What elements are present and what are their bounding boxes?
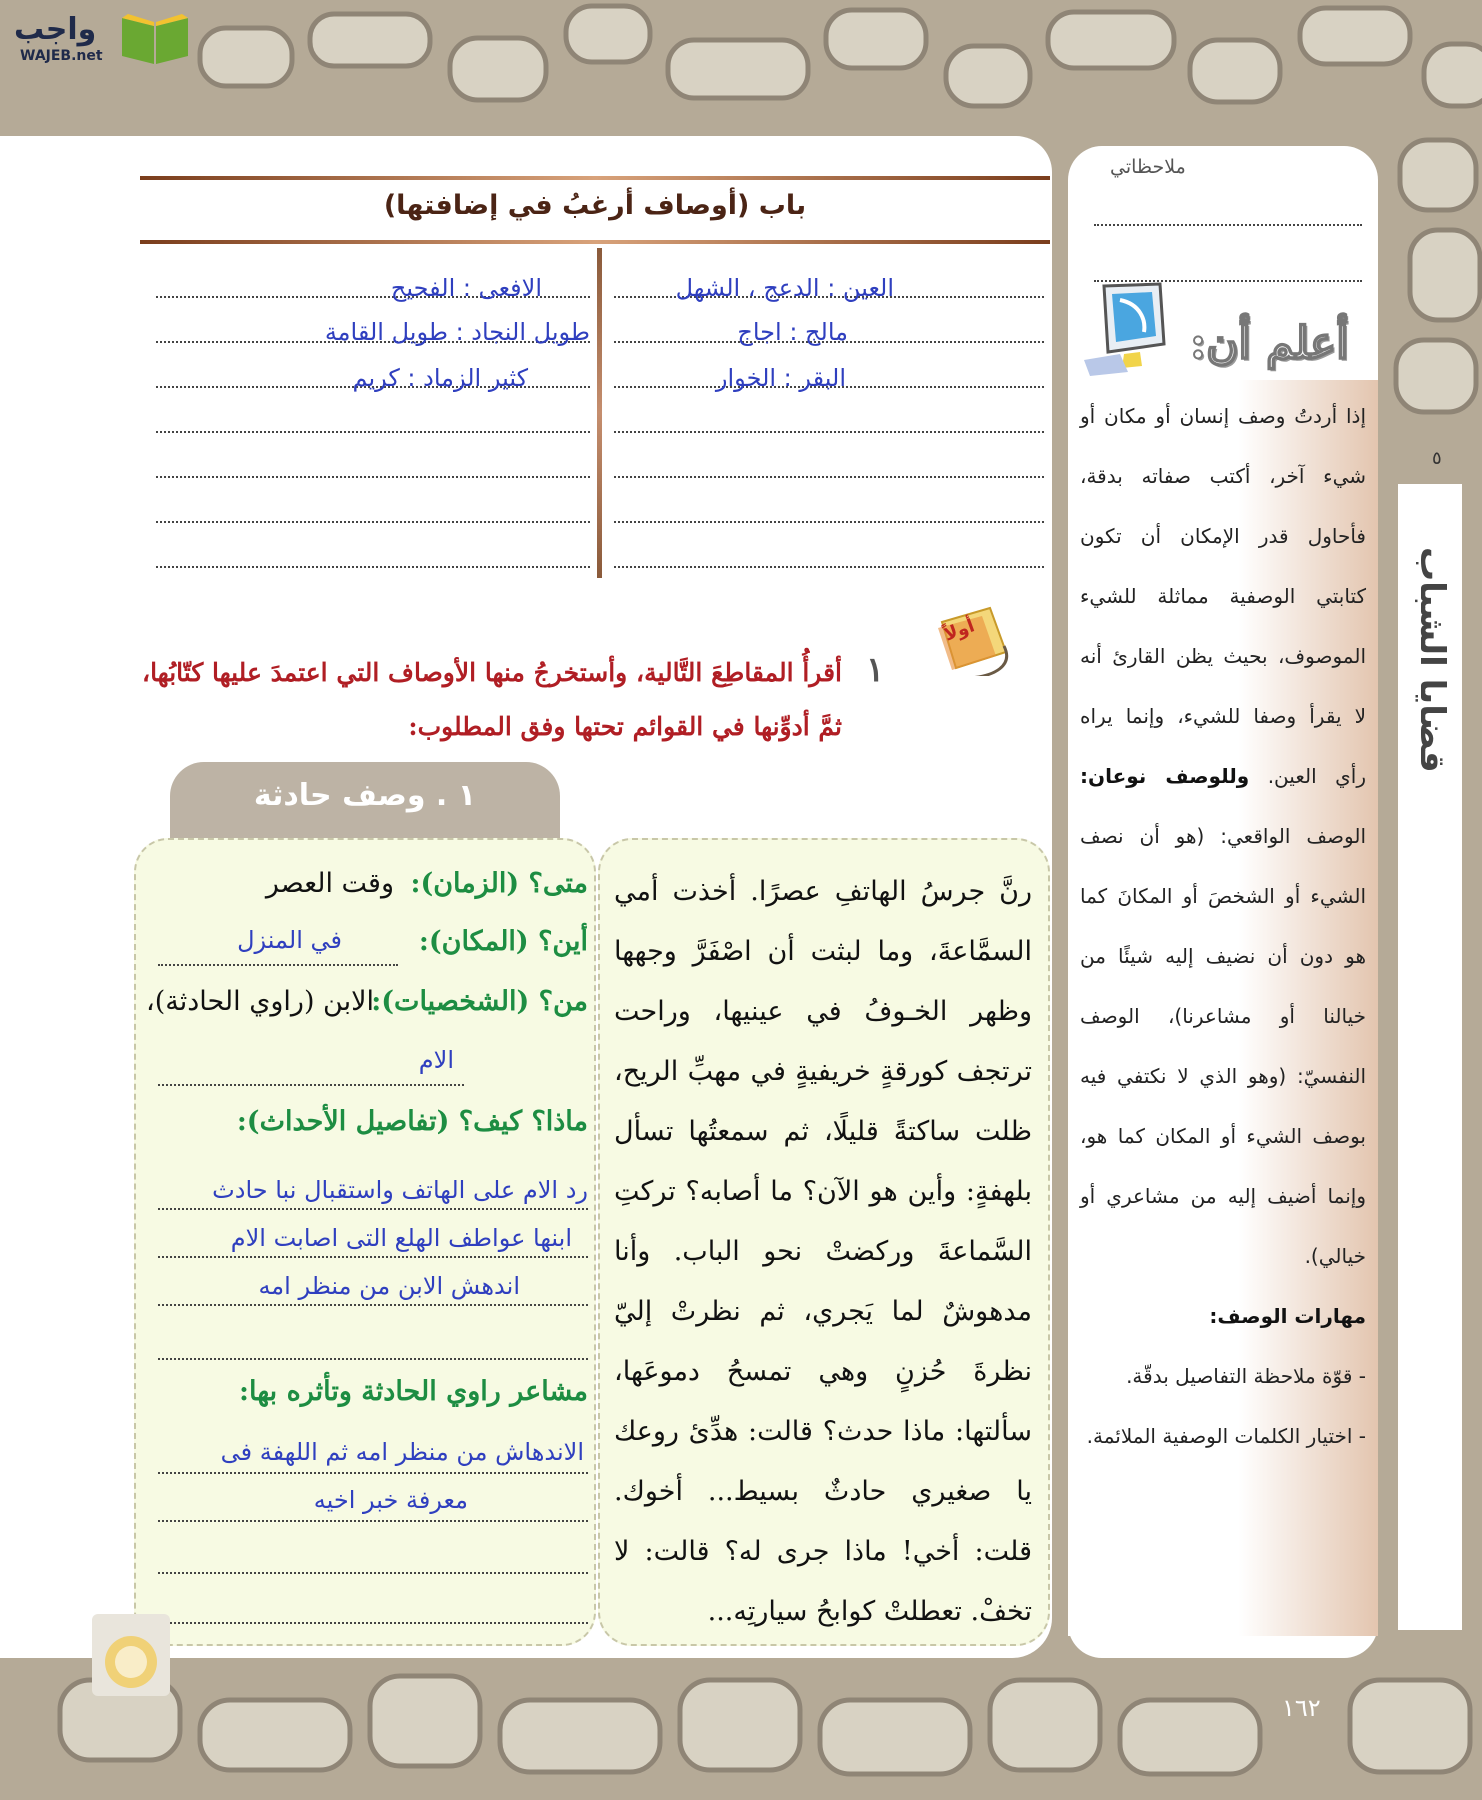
table-row bbox=[156, 442, 590, 478]
analysis-box bbox=[134, 838, 596, 1646]
first-badge-icon bbox=[934, 606, 1010, 676]
know-title: أعلم أن: bbox=[1190, 318, 1349, 369]
descriptions-table-header bbox=[140, 172, 1050, 246]
story-box bbox=[598, 838, 1050, 1646]
table-row bbox=[156, 397, 590, 433]
feelings-answer: الاندهاش من منظر امه ثم اللهفة فى bbox=[220, 1438, 584, 1466]
exercise-instruction: أقرأُ المقاطِعَ التَّالية، وأستخرجُ منها الأوصاف التي اعتمدَ عليها كتّابُها، ثمَّ أدوِّنها في القوائم تحتها وفق المطلوب: bbox=[142, 658, 842, 741]
table-entry: البقر : الخوار bbox=[715, 364, 846, 392]
table-row bbox=[156, 487, 590, 523]
badge-text: أولاً bbox=[941, 615, 978, 646]
table-row bbox=[156, 532, 590, 568]
section-tab bbox=[170, 762, 560, 838]
logo-text: واجب bbox=[14, 12, 97, 47]
story-text: رنَّ جرسُ الهاتفِ عصرًا. أخذت أمي السمَّاعةَ، وما لبثت أن اصْفَرَّ وجهها وظهر الخـوفُ في عينيها، وراحت ترتجف كورقةٍ خريفيةٍ في مهبِّ الريح، ظلت ساكتةً قليلًا، ثم سمعتُها تسأل بلهفةٍ: وأين هو الآن؟ ما أصابه؟ تركتِ السَّماعةَ وركضتْ نحو الباب. وأنا مدهوشٌ لما يَجري، ثم نظرتْ إليّ نظرةَ حُزنٍ وهي تمسحُ دموعَها، سألتها: ماذا حدث؟ قالت: هدِّئ روعك يا صغيري حادثٌ بسيط... أخوك. قلت: أخي! ماذا جرى له؟ قالت: لا تخفْ. تعطلتْ كوابحُ سيارتِه... bbox=[614, 876, 1032, 1627]
when-label: متى؟ (الزمان): bbox=[410, 868, 588, 899]
unit-title: قضايا الشباب bbox=[1412, 547, 1452, 773]
table-entry: العين : الدعج ، الشهل bbox=[675, 274, 894, 302]
table-entry: كثير الزماد : كريم bbox=[352, 364, 528, 392]
feelings-label: مشاعر راوي الحادثة وتأثره بها: bbox=[239, 1376, 588, 1407]
what-answer: رد الام على الهاتف واستقبال نبا حادث bbox=[212, 1176, 588, 1204]
table-row bbox=[614, 487, 1044, 523]
table-row bbox=[614, 442, 1044, 478]
wajeb-logo[interactable] bbox=[8, 4, 188, 68]
book-icon bbox=[118, 8, 192, 66]
what-label: ماذا؟ كيف؟ (تفاصيل الأحداث): bbox=[236, 1106, 588, 1137]
notes-title: ملاحظاتي bbox=[1110, 156, 1186, 178]
table-left-column bbox=[156, 262, 590, 562]
info-paragraph-2: الوصف الواقعي: (هو أن نصف الشيء أو الشخصَ أو المكانَ كما هو دون أن نضيف إليه شيئًا من خيالنا أو مشاعرنا)، الوصف النفسيّ: (وهو الذي لا نكتفي فيه بوصف الشيء أو المكان كما هو، وإنما أضيف إليه من مشاعري أو خيالي). bbox=[1080, 824, 1366, 1268]
answer-line bbox=[158, 1534, 588, 1574]
table-title: باب (أوصاف أرغبُ في إضافتها) bbox=[383, 190, 807, 221]
info-types-heading: وللوصف نوعان: bbox=[1080, 764, 1250, 788]
table-entry: طويل النجاد : طويل القامة bbox=[324, 318, 590, 346]
notes-line bbox=[1094, 246, 1362, 282]
where-label: أين؟ (المكان): bbox=[418, 926, 588, 957]
answer-line bbox=[158, 1320, 588, 1360]
table-entry: الافعى : الفحيح bbox=[390, 274, 542, 302]
logo-subtext: WAJEB.net bbox=[20, 48, 103, 64]
who-value-2: الام bbox=[418, 1046, 454, 1074]
when-value: وقت العصر bbox=[265, 868, 394, 899]
table-divider bbox=[597, 248, 602, 578]
info-paragraph-1: إذا أردتُ وصف إنسان أو مكان أو شيء آخر، أكتب صفاته بدقة، فأحاول قدر الإمكان أن تكون كتابتي الوصفية مماثلة للشيء الموصوف، بحيث يظن القارئ أنه لا يقرأ وصفا للشيء، وإنما يراه رأي العين. bbox=[1080, 404, 1366, 788]
info-skills-heading: مهارات الوصف: bbox=[1209, 1304, 1366, 1328]
table-entry: مالج : اجاج bbox=[737, 318, 848, 346]
computer-monitor-icon bbox=[1080, 280, 1174, 376]
who-label: من؟ (الشخصيات): bbox=[371, 986, 588, 1017]
unit-number: ٥ bbox=[1432, 448, 1442, 469]
what-answer: اندهش الابن من منظر امه bbox=[258, 1272, 520, 1300]
medal-watermark bbox=[92, 1614, 170, 1696]
table-row bbox=[614, 532, 1044, 568]
who-value: الابن (راوي الحادثة)، bbox=[146, 986, 375, 1017]
table-right-column bbox=[614, 262, 1044, 562]
info-text bbox=[1080, 386, 1366, 1466]
notes-line bbox=[1094, 190, 1362, 226]
where-value: في المنزل bbox=[237, 926, 342, 954]
feelings-answer: معرفة خبر اخيه bbox=[313, 1486, 468, 1514]
table-row bbox=[614, 397, 1044, 433]
info-box bbox=[1068, 380, 1378, 1636]
medal-icon bbox=[92, 1614, 170, 1696]
section-title: ١ . وصف حادثة bbox=[253, 778, 477, 813]
info-skill-2: - اختيار الكلمات الوصفية الملائمة. bbox=[1086, 1424, 1366, 1448]
what-answer: ابنها عواطف الهلع التى اصابت الام bbox=[230, 1224, 572, 1252]
info-skill-1: - قوّة ملاحظة التفاصيل بدقّة. bbox=[1126, 1364, 1366, 1388]
answer-line bbox=[158, 1584, 588, 1624]
exercise-number: ١ bbox=[866, 650, 885, 690]
page-number: ١٦٢ bbox=[1282, 1694, 1321, 1722]
